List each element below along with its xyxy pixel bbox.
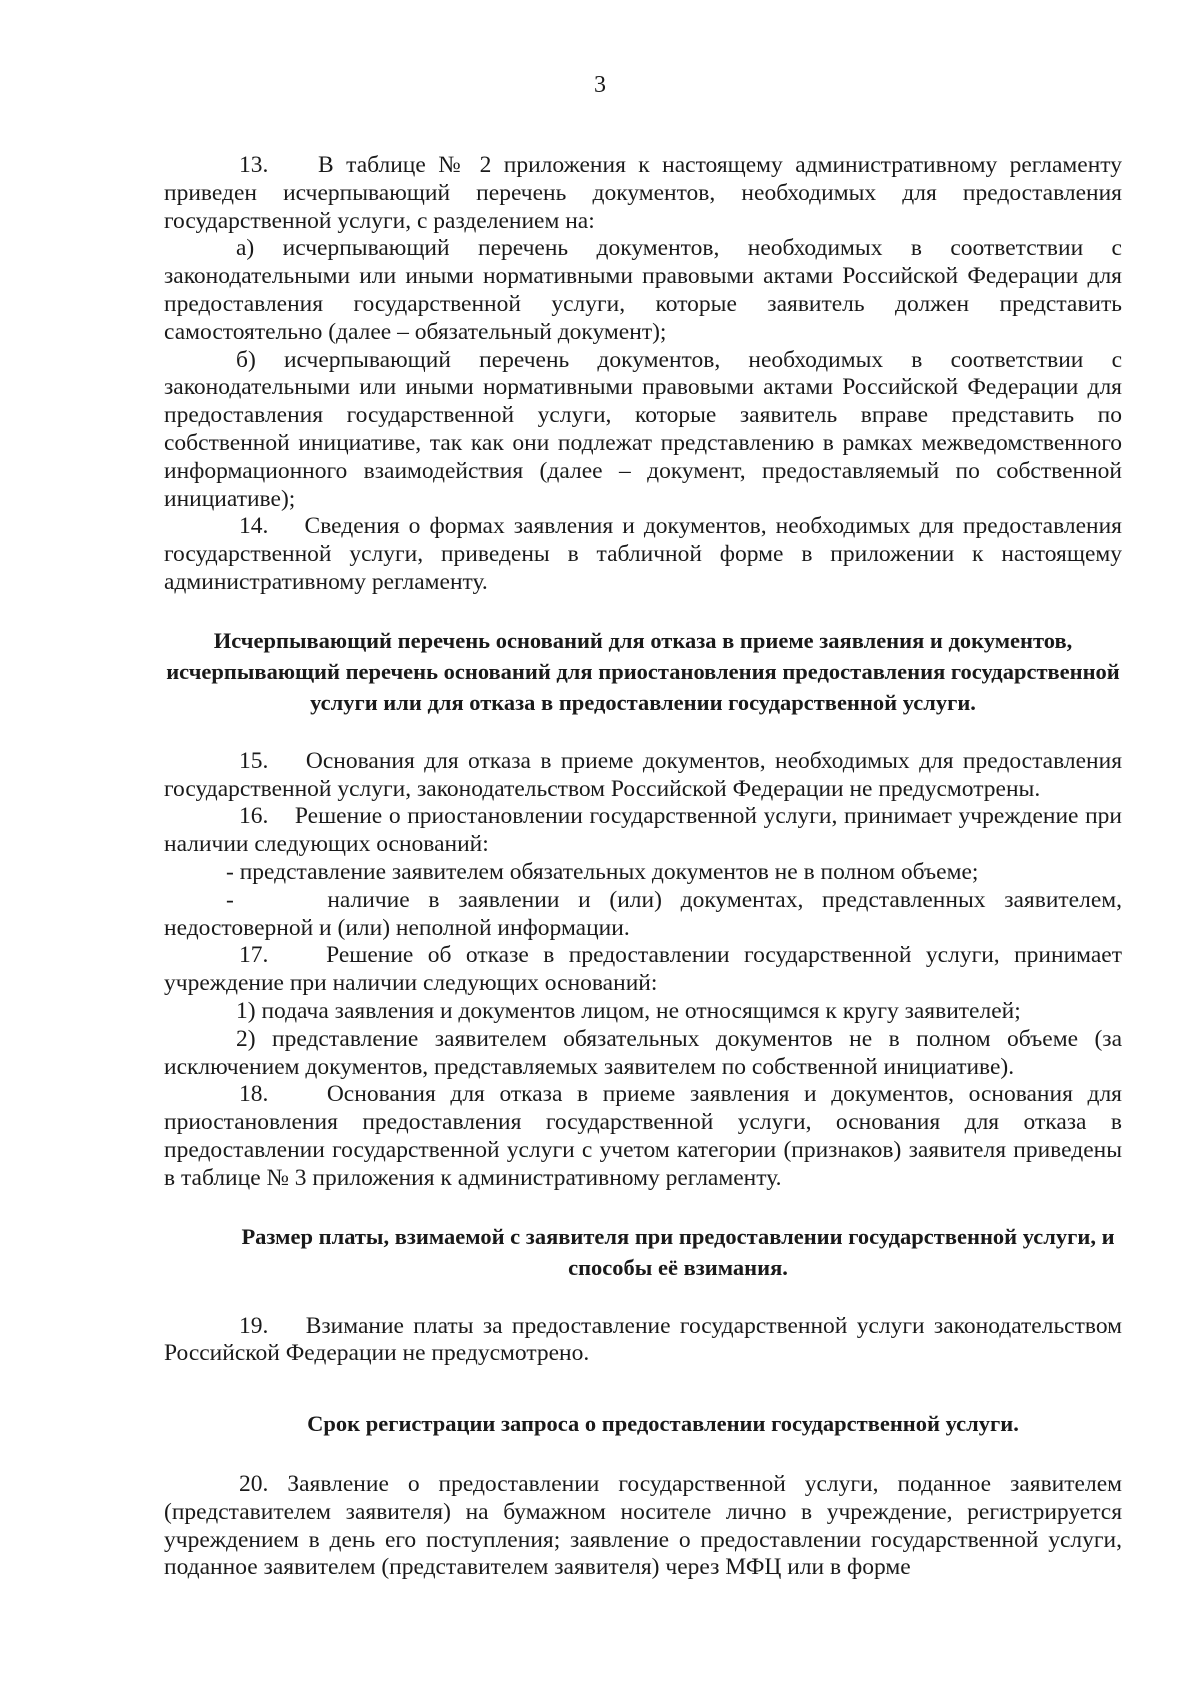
paragraph-16-item-1: - представление заявителем обязательных документов не в полном объеме;	[226, 858, 979, 885]
paragraph-18: 18. Основания для отказа в приеме заявления и документов, основания для приостановления предоставления государственной услуги, основания для отказа в предоставлении государственной услуги с учетом категории (признаков) заявителя приведены в таблице № 3 приложения к административному регламенту.	[164, 1081, 1122, 1191]
paragraph-13: 13. В таблице № 2 приложения к настоящему административному регламенту приведен исчерпывающий перечень документов, необходимых для предоставления государственной услуги, с разделением на:	[164, 152, 1122, 234]
section-heading-registration-term: Срок регистрации запроса о предоставлении государственной услуги.	[307, 1411, 1019, 1437]
paragraph-17-item-2: 2) представление заявителем обязательных документов не в полном объеме (за исключением документов, представляемых заявителем по собственной инициативе).	[164, 1025, 1122, 1080]
paragraph-15: 15. Основания для отказа в приеме документов, необходимых для предоставления государственной услуги, законодательством Российской Федерации не предусмотрены.	[164, 747, 1122, 802]
paragraph-14: 14. Сведения о формах заявления и документов, необходимых для предоставления государственной услуги, приведены в табличной форме в приложении к настоящему административному регламенту.	[164, 513, 1122, 595]
paragraph-16: 16. Решение о приостановлении государственной услуги, принимает учреждение при наличии следующих оснований:	[164, 803, 1122, 858]
paragraph-17: 17. Решение об отказе в предоставлении государственной услуги, принимает учреждение при наличии следующих оснований:	[164, 942, 1122, 997]
page-number: 3	[594, 72, 606, 98]
paragraph-19: 19. Взимание платы за предоставление государственной услуги законодательством Российской Федерации не предусмотрено.	[164, 1312, 1122, 1367]
paragraph-20: 20. Заявление о предоставлении государственной услуги, поданное заявителем (представителем заявителя) на бумажном носителе лично в учреждение, регистрируется учреждением в день его поступления; заявление о предоставлении государственной услуги, поданное заявителем (представителем заявителя) через МФЦ или в форме	[164, 1471, 1122, 1581]
paragraph-13b: б) исчерпывающий перечень документов, необходимых в соответствии с законодательными или иными нормативными правовыми актами Российской Федерации для предоставления государственной услуги, которые заявитель вправе представить по собственной инициативе, так как они подлежат представлению в рамках межведомственного информационного взаимодействия (далее – документ, предоставляемый по собственной инициативе);	[164, 346, 1122, 512]
section-heading-refusal-grounds: Исчерпывающий перечень оснований для отказа в приеме заявления и документов, исчерпывающий перечень оснований для приостановления предоставления государственной услуги или для отказа в предоставлении государственной услуги.	[166, 627, 1120, 715]
section-heading-fee: Размер платы, взимаемой с заявителя при предоставлении государственной услуги, и способы её взимания.	[241, 1223, 1115, 1280]
paragraph-16-item-2: - наличие в заявлении и (или) документах, представленных заявителем, недостоверной и (или) неполной информации.	[164, 886, 1122, 941]
paragraph-13a: а) исчерпывающий перечень документов, необходимых в соответствии с законодательными или иными нормативными правовыми актами Российской Федерации для предоставления государственной услуги, которые заявитель должен представить самостоятельно (далее – обязательный документ);	[164, 235, 1122, 345]
document-body	[164, 152, 1122, 1582]
paragraph-17-item-1: 1) подача заявления и документов лицом, не относящимся к кругу заявителей;	[236, 997, 1021, 1024]
